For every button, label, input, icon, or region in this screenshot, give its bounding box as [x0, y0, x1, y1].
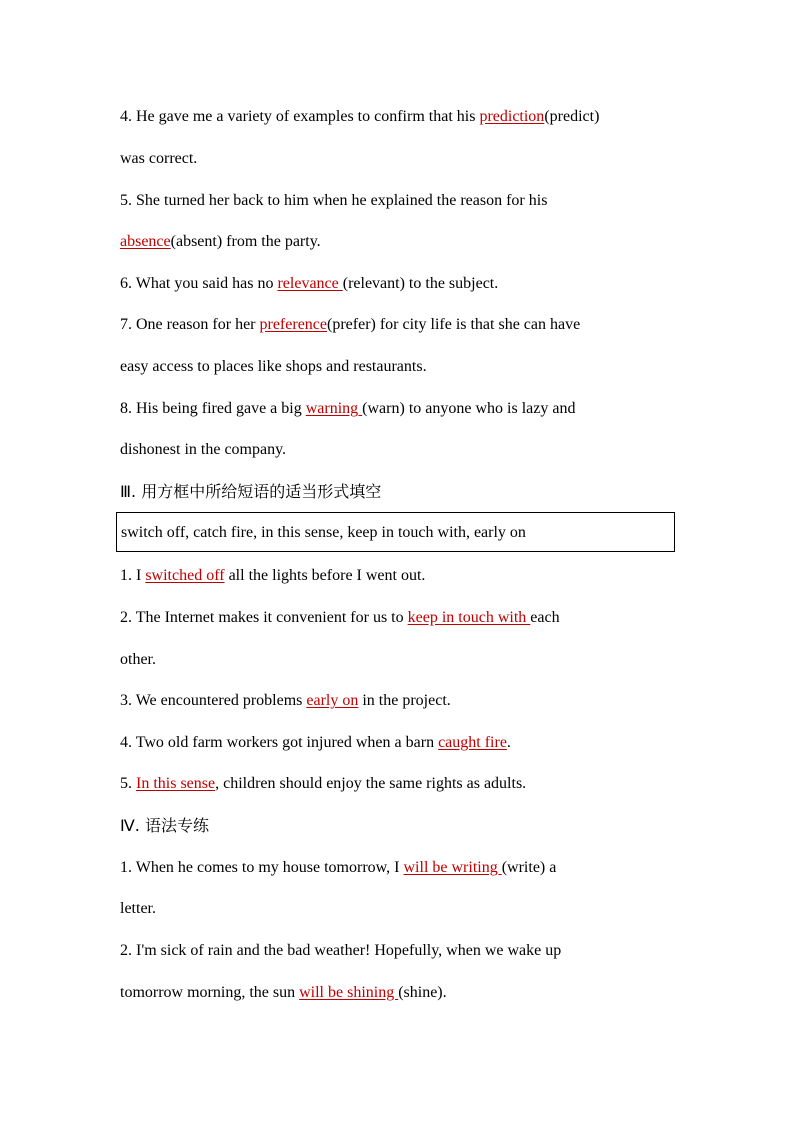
- s3-item-2-post: each: [530, 609, 560, 626]
- s4-item-1-line-2: letter.: [120, 900, 156, 917]
- phrase-box: [116, 512, 675, 552]
- item-7-answer: preference: [259, 316, 327, 333]
- section-3-heading: Ⅲ. 用方框中所给短语的适当形式填空: [120, 482, 382, 501]
- s3-item-3-post: in the project.: [358, 692, 451, 709]
- s4-item-1-line-1: [120, 858, 556, 878]
- s3-item-1-pre: 1. I: [120, 567, 146, 584]
- item-5-answer: absence: [120, 233, 171, 250]
- item-4-answer: prediction: [479, 108, 545, 125]
- item-7-line-2: easy access to places like shops and restaurants.: [120, 358, 427, 375]
- s3-item-1: [120, 566, 425, 586]
- s3-item-2-answer: keep in touch with: [407, 609, 531, 626]
- item-6-answer: relevance: [277, 275, 343, 292]
- item-8-answer: warning: [305, 400, 363, 417]
- item-7-text-pre: 7. One reason for her: [120, 316, 260, 333]
- item-5-line-2: [120, 232, 321, 252]
- s3-item-5-answer: In this sense: [136, 775, 216, 792]
- s4-item-2-post: (shine).: [398, 984, 447, 1001]
- s3-item-4-post: .: [506, 734, 511, 751]
- s3-item-5-pre: 5.: [120, 775, 136, 792]
- item-5-line-1: 5. She turned her back to him when he explained the reason for his: [120, 192, 548, 209]
- s4-item-2-pre: tomorrow morning, the sun: [120, 984, 300, 1001]
- item-8-line-2: dishonest in the company.: [120, 441, 287, 458]
- s3-item-4-pre: 4. Two old farm workers got injured when a barn: [120, 734, 439, 751]
- item-4-line-1: [120, 107, 599, 127]
- s4-item-1-pre: 1. When he comes to my house tomorrow, I: [120, 859, 404, 876]
- item-6-text-post: (relevant) to the subject.: [342, 275, 499, 292]
- section-4-heading: Ⅳ. 语法专练: [120, 816, 209, 835]
- s3-item-2-line-2: other.: [120, 651, 156, 668]
- s4-item-2-line-1: 2. I'm sick of rain and the bad weather! Hopefully, when we wake up: [120, 942, 562, 959]
- s4-item-1-answer: will be writing: [403, 859, 502, 876]
- s4-item-1-post: (write) a: [501, 859, 557, 876]
- item-5-text-post: (absent) from the party.: [170, 233, 321, 250]
- s3-item-4-answer: caught fire: [438, 734, 507, 751]
- s3-item-3: [120, 691, 451, 711]
- s3-item-1-post: all the lights before I went out.: [224, 567, 426, 584]
- s3-item-3-pre: 3. We encountered problems: [120, 692, 307, 709]
- item-8-line-1: [120, 399, 575, 419]
- item-6-text-pre: 6. What you said has no: [120, 275, 278, 292]
- item-4-text-post: (predict): [544, 108, 600, 125]
- item-7-text-post: (prefer) for city life is that she can have: [327, 316, 581, 333]
- s3-item-4: [120, 733, 511, 753]
- item-4-text-pre: 4. He gave me a variety of examples to confirm that his: [120, 108, 480, 125]
- s3-item-1-answer: switched off: [145, 567, 225, 584]
- s3-item-5-post: , children should enjoy the same rights as adults.: [215, 775, 527, 792]
- item-7-line-1: [120, 315, 580, 335]
- item-8-text-post: (warn) to anyone who is lazy and: [362, 400, 576, 417]
- s3-item-3-answer: early on: [306, 692, 359, 709]
- s3-item-2-pre: 2. The Internet makes it convenient for us to: [120, 609, 408, 626]
- s3-item-2-line-1: [120, 608, 560, 628]
- s3-item-5: [120, 774, 526, 794]
- item-4-line-2: was correct.: [120, 150, 198, 167]
- s4-item-2-line-2: [120, 983, 447, 1003]
- item-6-line: [120, 274, 498, 294]
- item-8-text-pre: 8. His being fired gave a big: [120, 400, 306, 417]
- phrase-box-text: switch off, catch fire, in this sense, keep in touch with, early on: [121, 524, 526, 541]
- s4-item-2-answer: will be shining: [299, 984, 399, 1001]
